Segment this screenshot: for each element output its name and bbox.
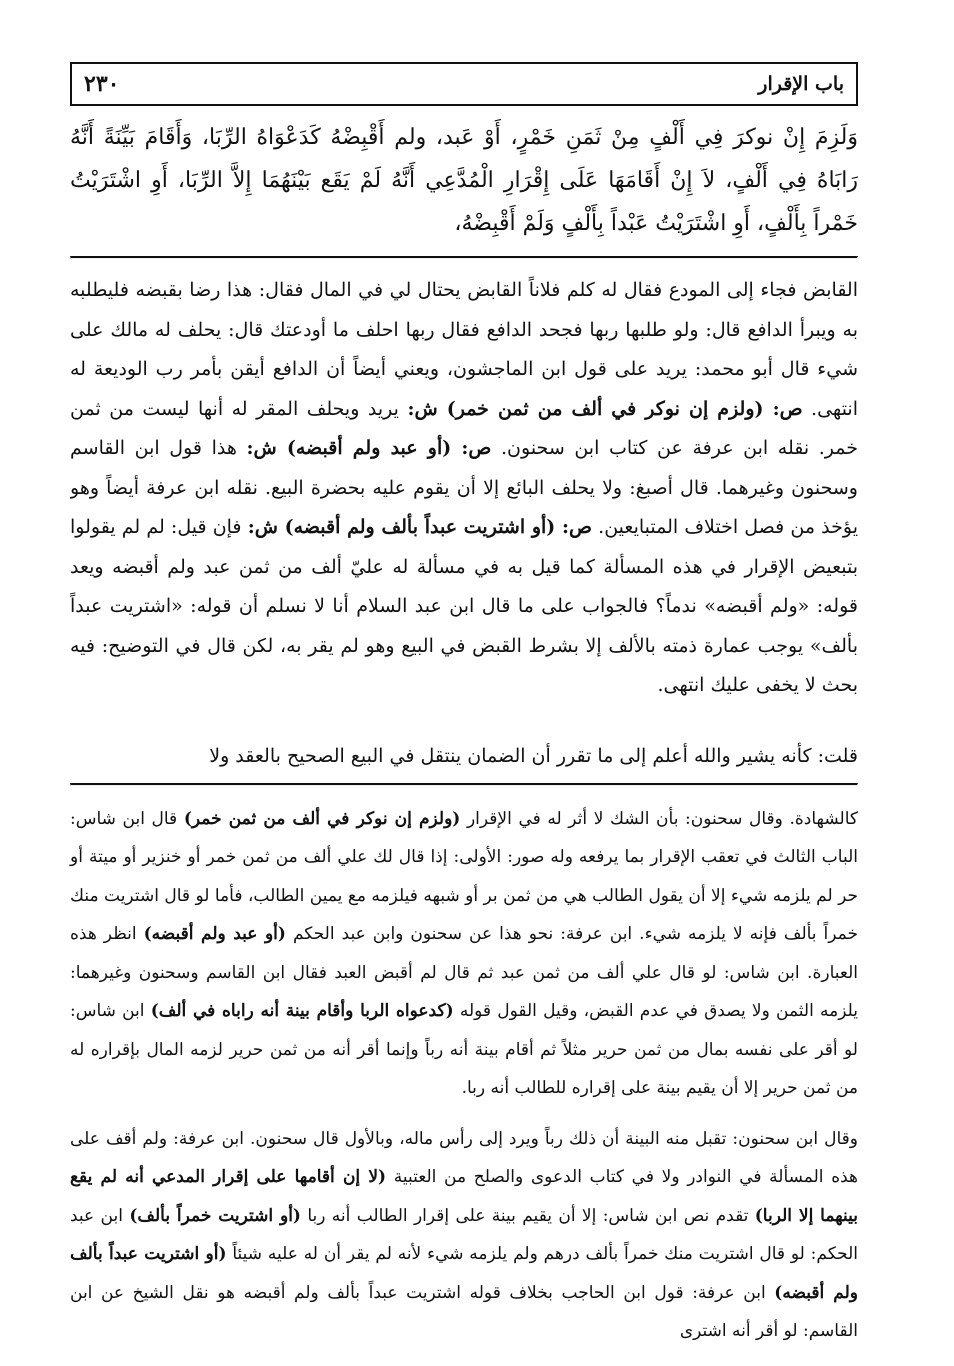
commentary-quote: ص: (أو عبد ولم أقبضه) ش:	[246, 437, 492, 459]
chapter-title: باب الإقرار	[758, 73, 844, 95]
page-number: ٢٣٠	[84, 71, 120, 97]
gloss-quote: (أو اشتريت عبداً بألف ولم أقبضه)	[70, 1244, 858, 1303]
gloss-segment: تقدم نص ابن شاس: إلا أن يقيم بينة على إقرار الطالب أنه ربا	[300, 1205, 755, 1226]
gloss-segment: قال ابن شاس: الباب الثالث في تعقب الإقرار بما يرفعه وله صور: الأولى: إذا قال لك علي ألف من ثمن خمر أو خنزير أو ميتة أو حر لم يلزمه شيء إلا أن يقول الطالب هي من ثمن بر أو شبهه فيلزمه مع يمين الطالب، فأما لو قال اشتريت منك خمراً بألف فإنه لا يلزمه شيء. ابن عرفة: نحو هذا عن سحنون وابن عبد الحكم	[70, 808, 858, 944]
gloss-segment: ابن شاس: لو أقر على نفسه بمال من ثمن حرير مثلاً ثم أقام بينة أنه رباً وإنما أقر أنه من ثمن حرير لزمه المال بإقراره له من ثمن حرير إلا أن يقيم بينة على إقراره للطالب أنه ربا.	[70, 1001, 858, 1098]
commentary-qult: قلت: كأنه يشير والله أعلم إلى ما تقرر أن الضمان ينتقل في البيع الصحيح بالعقد ولا	[209, 745, 858, 767]
commentary-segment: فإن قيل: لم لم يقولوا بتبعيض الإقرار في هذه المسألة كما قيل به في مسألة له عليّ ألف من ثمن عبد ولم أقبضه ويعد قوله: «ولم أقبضه» ندماً؟ فالجواب على ما قال ابن عبد السلام أنا لا نسلم أن قوله: «اشتريت عبداً بألف» يوجب عمارة ذمته بالألف إلا بشرط القبض في البيع وهو لم يقر به، لكن قال في التوضيح: فيه بحث لا يخفى عليك انتهى.	[70, 516, 858, 696]
book-page	[70, 62, 858, 1351]
gloss-paragraph-1	[70, 800, 858, 1108]
commentary-quote: ص: (ولزم إن نوكر في ألف من ثمن خمر) ش:	[407, 397, 803, 420]
gloss-quote: (لا إن أقامها على إقرار المدعي أنه لم يقع بينهما إلا الربا)	[70, 1167, 858, 1226]
commentary-body	[70, 271, 858, 737]
commentary-paragraph	[70, 271, 858, 706]
commentary-quote: ص: (أو اشتريت عبداً بألف ولم أقبضه) ش:	[247, 516, 593, 538]
commentary-segment: هذا قول ابن القاسم وسحنون وغيرهما. قال أصبغ: ولا يحلف البائع إلا أن يقوم عليه بحضرة البيع. نقله ابن عرفة أيضاً وهو يؤخذ من فصل اختلاف المتبايعين.	[70, 437, 858, 538]
gloss	[70, 800, 858, 1351]
gloss-quote: (كدعواه الربا وأقام بينة أنه راباه في ألف)	[150, 1001, 454, 1021]
gloss-paragraph-2	[70, 1120, 858, 1351]
gloss-segment: انظر هذه العبارة. ابن شاس: لو قال علي ألف من ثمن عبد ثم قال لم أقبض العبد فقال ابن القاسم وسحنون وغيرهما: يلزمه الثمن ولا يصدق في عدم القبض، وقيل القول قوله	[70, 924, 858, 1021]
gloss-quote: (ولزم إن نوكر في ألف من ثمن خمر)	[183, 808, 461, 829]
gloss-segment: ابن عبد الحكم: لو قال اشتريت منك خمراً بألف درهم ولم يلزمه شيء لأنه لم يقر أن له عليه شيئاً	[70, 1205, 858, 1264]
gloss-quote: (أو عبد ولم أقبضه)	[143, 924, 286, 944]
main-text: وَلَزِمَ إِنْ نوكرَ فِي أَلْفٍ مِنْ ثَمَنِ خَمْرٍ، أَوْ عَبد، ولم أَقْبِضْهُ كَدَعْوَاهُ الرِّبَا، وَأَقَامَ بَيِّنَةً أَنَّهُ رَابَاهُ فِي أَلْفٍ، لاَ إِنْ أَقَامَهَا عَلَى إِقْرَارِ الْمُدَّعِي أَنَّهُ لَمْ يَقَع بَيْنَهُمَا إِلاَّ الرِّبَا، أَوِ اشْتَرَيْتُ خَمْراً بِأَلْفٍ، أَوِ اشْتَرَيْتُ عَبْداً بِأَلْفٍ وَلَمْ أَقْبِضْهُ،	[70, 125, 858, 236]
commentary	[70, 271, 858, 777]
divider-bottom	[70, 783, 858, 786]
page-header	[70, 62, 858, 106]
gloss-segment: وقال ابن سحنون: تقبل منه البينة أن ذلك رباً ويرد إلى رأس ماله، وبالأول قال سحنون. ابن عرفة: ولم أقف على هذه المسألة في النوادر ولا في كتاب الدعوى والصلح من العتبية	[70, 1128, 858, 1187]
gloss-segment: ابن عرفة: قول ابن الحاجب بخلاف قوله اشتريت عبداً بألف ولم أقبضه هو نقل الشيخ عن ابن القاسم: لو أقر أنه اشترى	[70, 1282, 858, 1341]
gloss-segment: كالشهادة. وقال سحنون: بأن الشك لا أثر له في الإقرار	[460, 808, 858, 829]
commentary-segment: القابض فجاء إلى المودع فقال له كلم فلاناً القابض يحتال لي في المال فقال: هذا رضا بقبضه فليطلبه به ويبرأ الدافع قال: ولو طلبها ربها فجحد الدافع فقال ربها احلف ما أودعتك قال: يحلف له مالك على شيء قال أبو محمد: يريد على قول ابن الماجشون، ويعني أيضاً أن الدافع أيقن بأمر رب الوديعة له انتهى.	[70, 279, 858, 420]
divider-top	[70, 256, 858, 259]
gloss-quote: (أو اشتريت خمراً بألف)	[129, 1205, 301, 1226]
commentary-segment: يريد ويحلف المقر له أنها ليست من ثمن خمر. نقله ابن عرفة عن كتاب ابن سحنون.	[70, 397, 858, 459]
